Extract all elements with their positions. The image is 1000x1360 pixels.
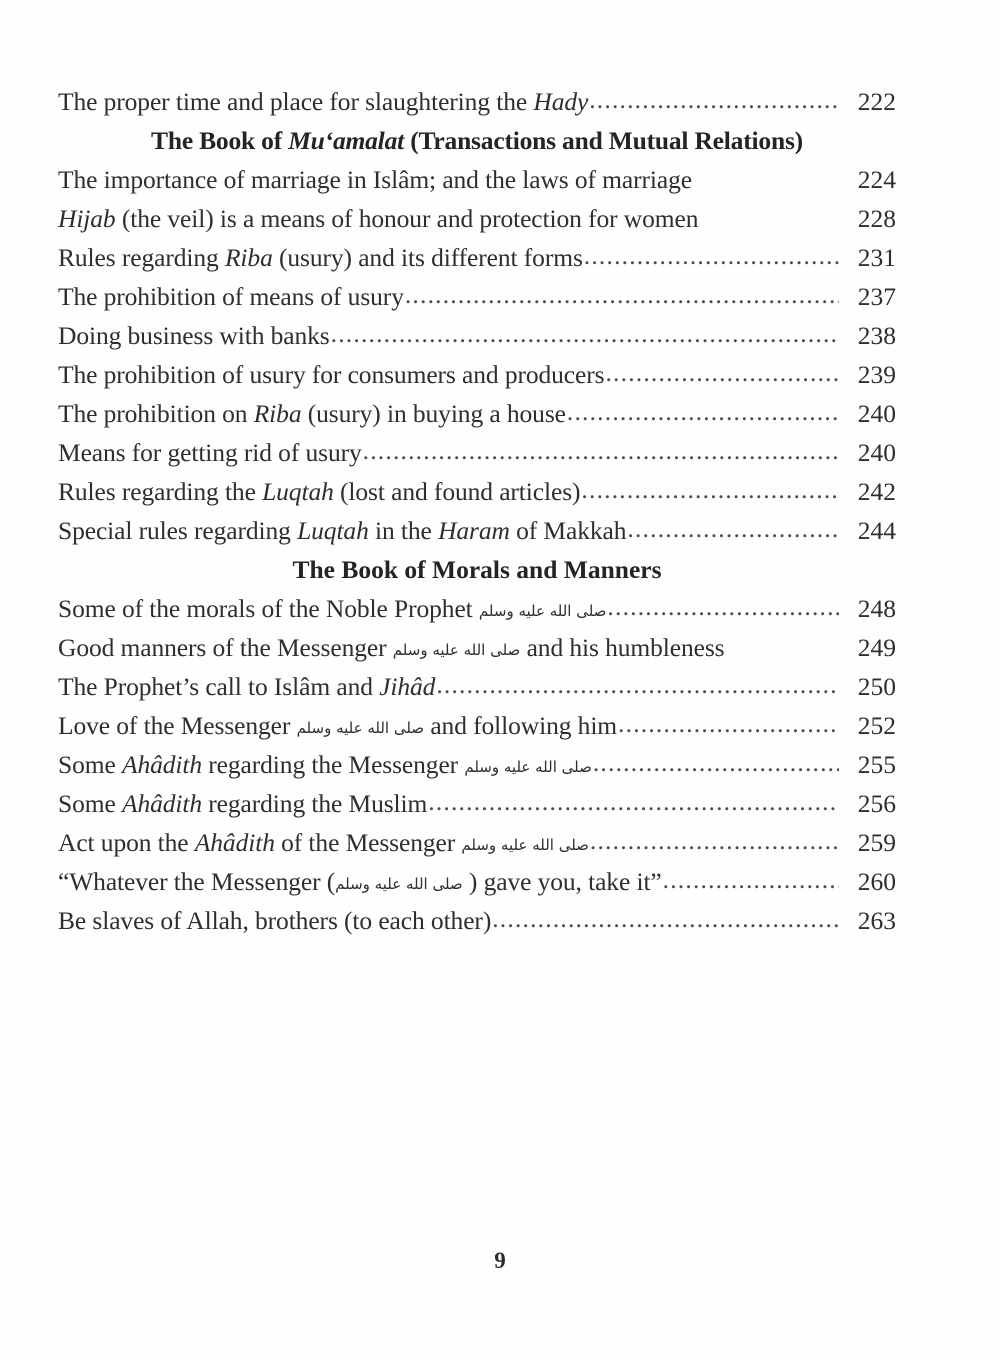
toc-entry-page-number: 237 [857, 282, 896, 311]
toc-entry[interactable] [58, 901, 896, 940]
toc-entry-title: Some Ahâdith regarding the Messenger صلى الله عليه وسلم [58, 750, 592, 779]
toc-entry-title: Rules regarding Riba (usury) and its different forms [58, 243, 583, 272]
toc-entry-page-number: 248 [857, 594, 896, 623]
toc-entry-title: Hijab (the veil) is a means of honour and protection for women [58, 204, 699, 233]
toc-section-heading: The Book of Morals and Manners [292, 555, 662, 584]
toc-entry[interactable] [58, 433, 896, 472]
toc-entry[interactable] [58, 238, 896, 277]
toc-entry-page-number: 239 [857, 360, 896, 389]
toc-section-heading: The Book of Mu‘amalat (Transactions and Mutual Relations) [151, 126, 803, 155]
toc-entry-title: The Prophet’s call to Islâm and Jihâd [58, 672, 436, 701]
toc-entry[interactable] [58, 862, 896, 901]
toc-entry-title: Means for getting rid of usury [58, 438, 362, 467]
page-number-folio: 9 [494, 1248, 506, 1273]
toc-entry-title: The prohibition of means of usury [58, 282, 404, 311]
toc-entry-title: Act upon the Ahâdith of the Messenger صلى الله عليه وسلم [58, 828, 589, 857]
toc-entry-page-number: 224 [857, 165, 896, 194]
toc-entry-title: The proper time and place for slaughtering the Hady [58, 87, 589, 116]
toc-entry-page-number: 255 [857, 750, 896, 779]
toc-entry-page-number: 244 [857, 516, 896, 545]
toc-entry[interactable] [58, 784, 896, 823]
toc-entry[interactable] [58, 394, 896, 433]
toc-entry-title: The prohibition of usury for consumers and producers [58, 360, 605, 389]
toc-entry-title: Some Ahâdith regarding the Muslim [58, 789, 428, 818]
toc-entry[interactable] [58, 589, 896, 628]
toc-entry-title: The prohibition on Riba (usury) in buying a house [58, 399, 566, 428]
toc-entry[interactable] [58, 199, 896, 238]
toc-dot-leader [663, 860, 839, 899]
toc-dot-leader [590, 821, 839, 860]
toc-entry[interactable] [58, 277, 896, 316]
toc-entry-page-number: 256 [857, 789, 896, 818]
toc-entry[interactable] [58, 316, 896, 355]
toc-entry[interactable] [58, 472, 896, 511]
toc-dot-leader [428, 782, 839, 821]
toc-entry-page-number: 259 [857, 828, 896, 857]
toc-dot-leader [584, 236, 839, 275]
toc-entry-page-number: 222 [857, 87, 896, 116]
toc-entry[interactable] [58, 706, 896, 745]
toc-entry[interactable] [58, 745, 896, 784]
toc-dot-leader [405, 275, 839, 314]
table-of-contents-list [58, 82, 896, 940]
toc-entry[interactable] [58, 160, 896, 199]
toc-entry-page-number: 260 [857, 867, 896, 896]
toc-entry-title: Some of the morals of the Noble Prophet صلى الله عليه وسلم [58, 594, 607, 623]
toc-entry-title: Be slaves of Allah, brothers (to each other) [58, 906, 492, 935]
toc-entry-page-number: 242 [857, 477, 896, 506]
toc-dot-leader [581, 470, 839, 509]
toc-entry[interactable] [58, 628, 896, 667]
toc-dot-leader [363, 431, 839, 470]
toc-dot-leader [593, 743, 839, 782]
toc-entry-title: Special rules regarding Luqtah in the Haram of Makkah [58, 516, 627, 545]
toc-dot-leader [492, 899, 839, 938]
toc-dot-leader [605, 353, 839, 392]
toc-entry[interactable] [58, 823, 896, 862]
toc-entry-page-number: 231 [857, 243, 896, 272]
toc-entry-title: Doing business with banks [58, 321, 330, 350]
toc-dot-leader [567, 392, 839, 431]
toc-dot-leader [331, 314, 839, 353]
toc-dot-leader [618, 704, 839, 743]
toc-entry-page-number: 250 [857, 672, 896, 701]
toc-entry-page-number: 238 [857, 321, 896, 350]
toc-dot-leader [589, 80, 839, 119]
toc-entry-page-number: 240 [857, 399, 896, 428]
toc-entry[interactable] [58, 355, 896, 394]
toc-dot-leader [607, 587, 839, 626]
toc-entry[interactable] [58, 82, 896, 121]
toc-entry-page-number: 249 [857, 633, 896, 662]
toc-entry-title: Good manners of the Messenger صلى الله عليه وسلم and his humbleness [58, 633, 725, 662]
toc-entry-title: The importance of marriage in Islâm; and the laws of marriage [58, 165, 692, 194]
toc-entry[interactable] [58, 511, 896, 550]
toc-entry-title: “Whatever the Messenger (صلى الله عليه وسلم ) gave you, take it” [58, 867, 662, 896]
toc-entry[interactable] [58, 667, 896, 706]
toc-dot-leader [627, 509, 839, 548]
toc-entry-page-number: 263 [857, 906, 896, 935]
toc-entry-page-number: 240 [857, 438, 896, 467]
toc-entry-page-number: 252 [857, 711, 896, 740]
toc-entry-title: Rules regarding the Luqtah (lost and found articles) [58, 477, 581, 506]
toc-entry-title: Love of the Messenger صلى الله عليه وسلم and following him [58, 711, 618, 740]
toc-dot-leader [436, 665, 839, 704]
toc-entry-page-number: 228 [857, 204, 896, 233]
